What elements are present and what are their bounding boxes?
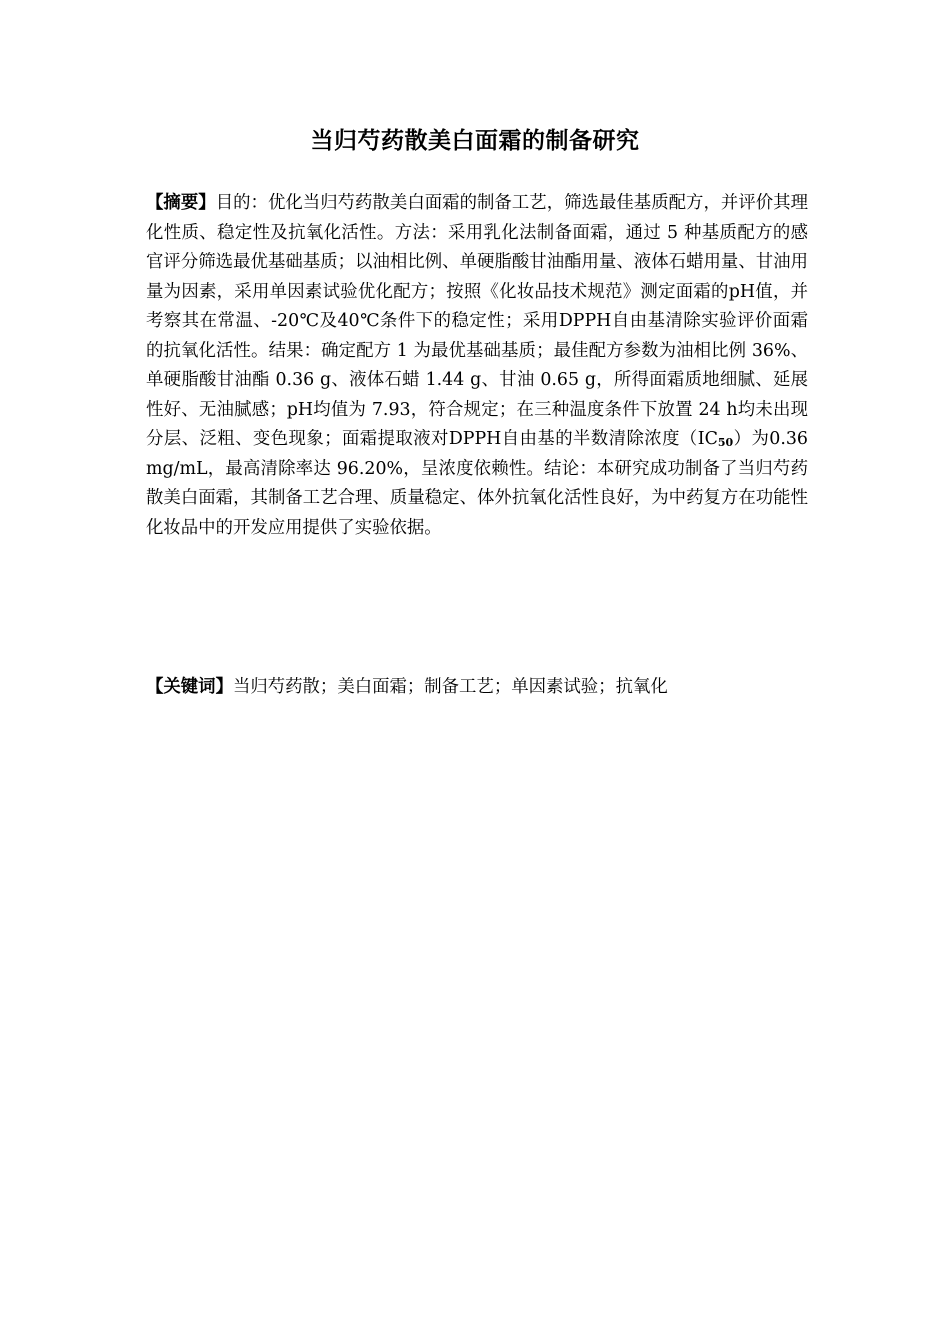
paper-title: 当归芍药散美白面霜的制备研究 bbox=[310, 128, 640, 154]
abstract-text-part1: 目的：优化当归芍药散美白面霜的制备工艺，筛选最佳基质配方，并评价其理化性质、稳定性及抗氧化活性。方法：采用乳化法制备面霜，通过 5 种基质配方的感官评分筛选最优基础基质；以油相比例、单硬脂酸甘油酯用量、液体石蜡用量、甘油用量为因素，采用单因素试验优化配方；按照《化妆品技术规范》测定面霜的pH值，并考察其在常温、-20℃及40℃条件下的稳定性；采用DPPH自由基清除实验评价面霜的抗氧化活性。结果：确定配方 1 为最优基础基质；最佳配方参数为油相比例 36%、单硬脂酸甘油酯 0.36 g、液体石蜡 1.44 g、甘油 0.65 g，所得面霜质地细腻、延展性好、无油腻感；pH均值为 7.93，符合规定；在三种温度条件下放置 24 h均未出现分层、泛粗、变色现象；面霜提取液对DPPH自由基的半数清除浓度（IC bbox=[146, 193, 808, 449]
abstract-text-part2: ）为0.36 mg/mL，最高清除率达 96.20%，呈浓度依赖性。结论：本研究成功制备了当归芍药散美白面霜，其制备工艺合理、质量稳定、体外抗氧化活性良好，为中药复方在功能性化妆品中的开发应用提供了实验依据。 bbox=[146, 429, 808, 538]
keywords-text: 当归芍药散；美白面霜；制备工艺；单因素试验；抗氧化 bbox=[232, 677, 668, 697]
abstract-paragraph bbox=[146, 189, 808, 543]
abstract-label: 【摘要】 bbox=[146, 193, 216, 213]
keywords-paragraph bbox=[146, 673, 808, 703]
ic50-subscript: 50 bbox=[717, 436, 734, 449]
keywords-label: 【关键词】 bbox=[146, 677, 233, 697]
